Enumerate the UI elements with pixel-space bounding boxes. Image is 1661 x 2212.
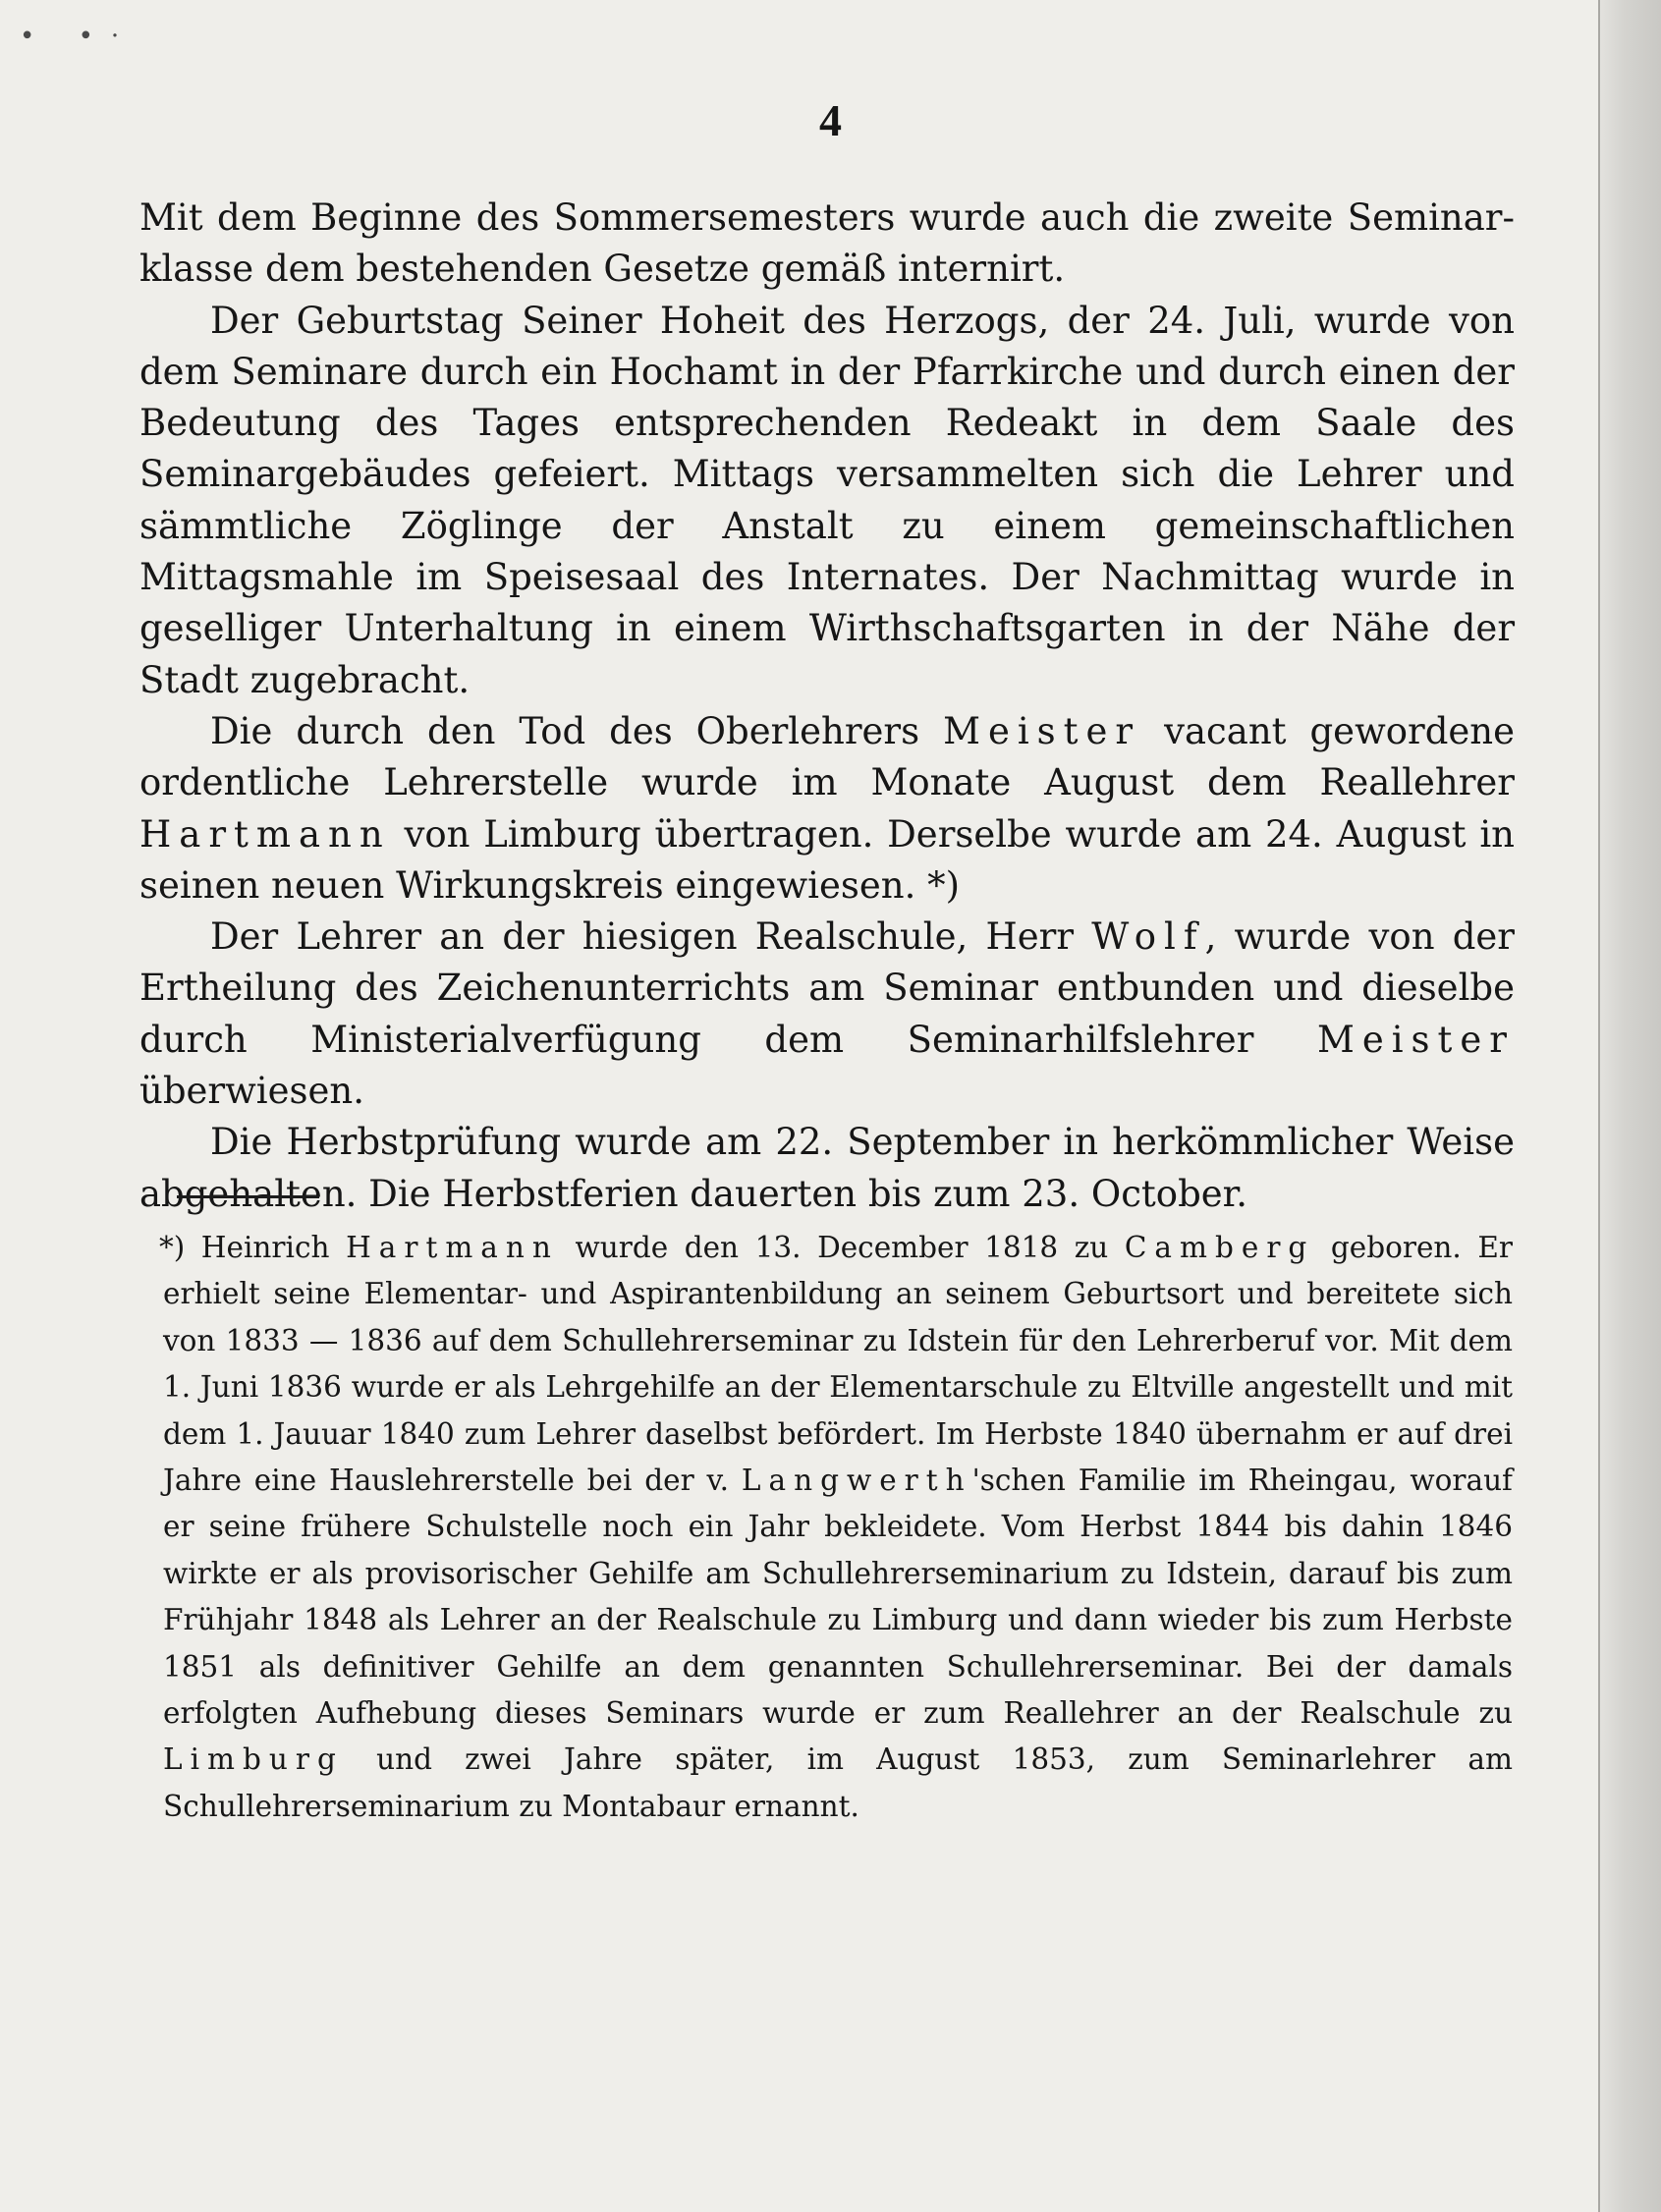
paragraph-4 [139,912,1515,1117]
paragraph-3-part-a: Die durch den Tod des Oberlehrers [210,709,920,752]
footnote-part-c: geboren. Er erhielt seine Elementar- und Aspirantenbildung an seinem Geburtsort und bereitete sich von 1833 — 1836 auf dem Schullehrerseminar zu Idstein für den Lehrerberuf vor. Mit dem 1. Juni 1836 wurde er als Lehrgehilfe an der Elementarschule zu Eltville angestellt und mit dem 1. Jauuar 1840 zum Lehrer daselbst befördert. Im Herbste 1840 übernahm er auf drei Jahre eine Hauslehrerstelle bei der v. [163,1231,1514,1498]
footnote [159,1225,1514,1830]
footnote-name-hartmann: Hartmann [346,1231,559,1264]
paragraph-4-part-c: überwiesen. [139,1070,364,1113]
name-meister-2: Meister [1316,1018,1515,1061]
name-meister: Meister [943,709,1141,752]
paragraph-4-part-a: Der Lehrer an der hiesigen Realschule, Herr [210,915,1075,959]
footnote-part-e: und zwei Jahre später, im August 1853, zum Seminarlehrer am Schullehrerseminarium zu Montabaur ernannt. [163,1742,1513,1823]
page-fold-shadow [1598,0,1661,2212]
paragraph-1: Mit dem Beginne des Sommersemesters wurde auch die zweite Seminar-klasse dem bestehenden Gesetze gemäß internirt. [139,196,1515,291]
name-wolf: Wolf [1091,915,1205,959]
main-text [139,193,1515,1220]
name-hartmann: Hartmann [139,812,391,856]
footnote-text [159,1225,1514,1830]
footnote-name-langwerth: Langwerth [741,1464,972,1498]
paragraph-5: Die Herbstprüfung wurde am 22. September in herkömmlicher Weise abgehalten. Die Herbstferien dauerten bis zum 23. October. [139,1121,1515,1215]
paper-specks: • •· [20,22,138,51]
footnote-part-a: *) Heinrich [159,1231,330,1264]
footnote-part-b: wurde den 13. December 1818 zu [575,1231,1109,1264]
footnote-place-limburg: Limburg [163,1742,344,1777]
paragraph-2: Der Geburtstag Seiner Hoheit des Herzogs, der 24. Juli, wurde von dem Seminare durch ein Hochamt in der Pfarrkirche und durch einen der Bedeutung des Tages entsprechenden Redeakt in dem Saale des Seminargebäudes gefeiert. Mittags versammelten sich die Lehrer und sämmtliche Zöglinge der Anstalt zu einem gemeinschaftlichen Mittagsmahle im Speisesaal des Internates. Der Nachmittag wurde in geselliger Unterhaltung in einem Wirthschaftsgarten in der Nähe der Stadt zugebracht. [139,299,1515,701]
page-number: 4 [819,95,842,145]
footnote-place-camberg: Camberg [1124,1231,1315,1264]
footnote-divider [177,1195,319,1198]
paragraph-4-part-b: , wurde von der Ertheilung des Zeichenunterrichts am Seminar entbunden und dieselbe durch Ministerialverfügung dem Seminarhilfslehrer [139,915,1515,1061]
footnote-part-d: 'schen Familie im Rheingau, worauf er seine frühere Schulstelle noch ein Jahr bekleidete. Vom Herbst 1844 bis dahin 1846 wirkte er als provisorischer Gehilfe am Schullehrerseminarium zu Idstein, darauf bis zum Frühjahr 1848 als Lehrer an der Realschule zu Limburg und dann wieder bis zum Herbste 1851 als definitiver Gehilfe an dem genannten Schullehrerseminar. Bei der damals erfolgten Aufhebung dieses Seminars wurde er zum Reallehrer an der Realschule zu [163,1464,1513,1731]
paragraph-3-part-b: vacant gewordene ordentliche Lehrerstelle wurde im Monate August dem Reallehrer [139,709,1516,804]
paragraph-3-part-c: von Limburg übertragen. Derselbe wurde am 24. August in seinen neuen Wirkungskreis eingewiesen. *) [139,812,1515,907]
paragraph-3 [139,706,1515,912]
